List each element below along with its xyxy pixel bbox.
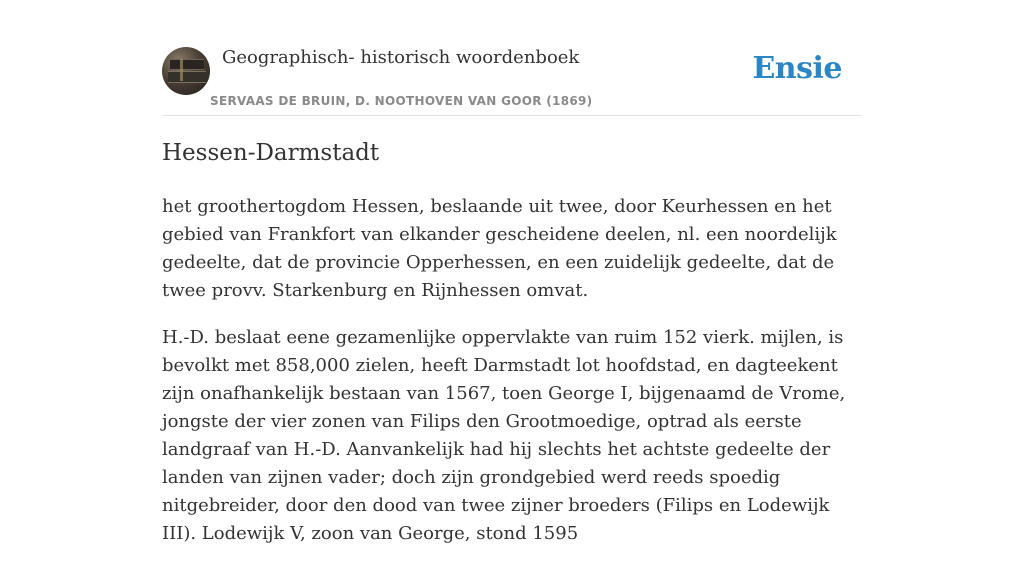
entry-body <box>162 193 862 567</box>
book-header <box>162 0 862 116</box>
page-container <box>162 0 862 544</box>
book-author: SERVAAS DE BRUIN, D. NOOTHOVEN VAN GOOR (1869) <box>210 94 593 108</box>
book-band-image <box>180 59 183 81</box>
ensie-logo[interactable]: Ensie <box>752 51 842 86</box>
entry-paragraph: het groothertogdom Hessen, beslaande uit twee, door Keurhessen en het gebied van Frankfort van elkander gescheidene deelen, nl. een noordelijk gedeelte, dat de provincie Opperhessen, en een zuidelijk gedeelte, dat de twee provv. Starkenburg en Rijnhessen omvat. <box>162 196 837 301</box>
book-title-link[interactable]: Geographisch- historisch woordenboek <box>222 47 580 68</box>
book-spine-image <box>170 59 204 70</box>
entry-title: Hessen-Darmstadt <box>162 140 380 166</box>
book-cover-avatar[interactable] <box>162 47 210 95</box>
entry-paragraph: H.-D. beslaat eene gezamenlijke oppervlakte van ruim 152 vierk. mijlen, is bevolkt met 858,000 zielen, heeft Darmstadt lot hoofdstad, en dagteekent zijn onafhankelijk bestaan van 1567, toen George I, bijgenaamd de Vrome, jongste der vier zonen van Filips den Grootmoedige, optrad als eerste landgraaf van H.-D. Aanvankelijk had hij slechts het achtste gedeelte der landen van zijnen vader; doch zijn grondgebied werd reeds spoedig nitgebreider, door den dood van twee zijner broeders (Filips en Lodewijk III). Lodewijk V, zoon van George, stond 1595 <box>162 327 846 544</box>
book-spine-image-lower <box>168 71 206 83</box>
